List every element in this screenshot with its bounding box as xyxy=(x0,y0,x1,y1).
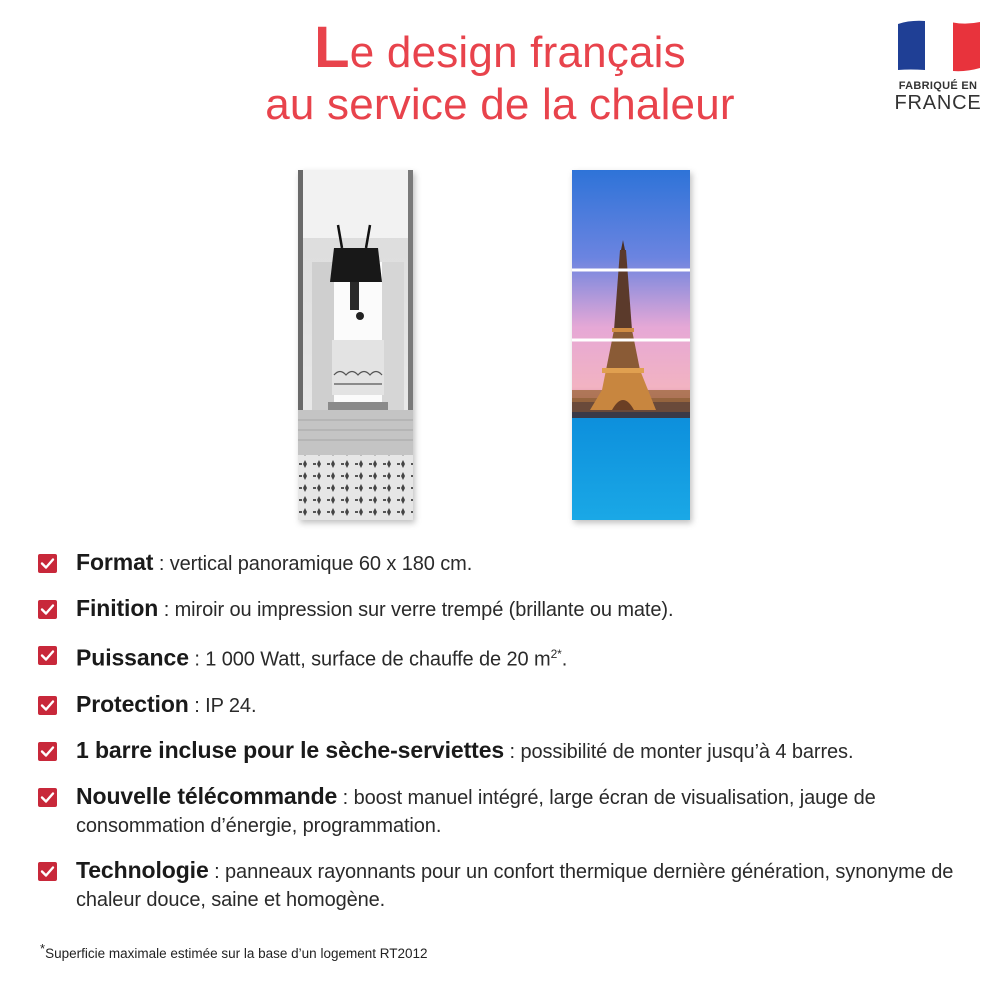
feature-label: Puissance xyxy=(76,644,189,671)
headline xyxy=(0,15,1000,131)
feature-item-protection xyxy=(38,690,988,720)
checkbox-checked-icon xyxy=(38,646,57,665)
feature-separator: : xyxy=(208,860,226,883)
feature-separator: : xyxy=(158,599,175,621)
feature-tail: . xyxy=(561,648,568,671)
checkbox-checked-icon xyxy=(38,862,57,881)
feature-item-remote xyxy=(38,782,988,840)
feature-text: panneaux rayonnants pour un confort thermique dernière génération, synonyme de chaleur douce, saine et homogène. xyxy=(76,860,954,911)
badge-small-text: FABRIQUÉ EN xyxy=(898,80,978,92)
feature-label: Nouvelle télécommande xyxy=(76,782,338,809)
feature-label: 1 barre incluse pour le sèche-serviettes xyxy=(76,736,505,763)
feature-text: possibilité de monter jusqu’à 4 barres. xyxy=(520,740,854,763)
footnote xyxy=(40,941,428,961)
feature-text: miroir ou impression sur verre trempé (brillante ou mate). xyxy=(174,599,674,621)
checkbox-checked-icon xyxy=(38,554,57,573)
feature-separator: : xyxy=(153,553,170,575)
footnote-asterisk: * xyxy=(40,941,46,956)
feature-text: 1 000 Watt, surface de chauffe de 20 m xyxy=(205,648,551,671)
eiffel-tower-photo-panel xyxy=(572,170,690,520)
headline-line-2: au service de la chaleur xyxy=(265,80,735,129)
checkbox-checked-icon xyxy=(38,600,57,619)
badge-large-text: FRANCE xyxy=(894,92,982,114)
checkbox-checked-icon xyxy=(38,742,57,761)
france-flag-icon xyxy=(896,18,982,74)
checkbox-checked-icon xyxy=(38,788,57,807)
headline-line-1-rest: e design français xyxy=(349,28,686,77)
footnote-text: Superficie maximale estimée sur la base d’un logement RT2012 xyxy=(45,946,428,961)
feature-text: vertical panoramique 60 x 180 cm. xyxy=(169,553,473,575)
feature-item-finition xyxy=(38,594,988,624)
feature-separator: : xyxy=(188,648,206,671)
black-and-white-interior-photo-panel xyxy=(298,170,413,520)
feature-label: Technologie xyxy=(76,856,209,883)
headline-initial: L xyxy=(314,15,350,80)
feature-separator: : xyxy=(504,740,521,763)
feature-separator: : xyxy=(337,786,354,809)
feature-item-format xyxy=(38,548,988,578)
feature-label: Format xyxy=(76,549,154,575)
feature-text: IP 24. xyxy=(205,694,257,717)
feature-text: boost manuel intégré, large écran de visualisation, jauge de consommation d’énergie, programmation. xyxy=(76,786,876,837)
feature-item-technologie xyxy=(38,856,988,914)
feature-item-towel-bar xyxy=(38,736,988,766)
feature-superscript: 2* xyxy=(550,647,562,661)
feature-item-puissance xyxy=(38,640,988,674)
feature-label: Finition xyxy=(76,595,159,621)
headline-line-1 xyxy=(0,15,1000,80)
checkbox-checked-icon xyxy=(38,696,57,715)
feature-separator: : xyxy=(188,694,206,717)
made-in-france-badge xyxy=(893,18,983,115)
feature-label: Protection xyxy=(76,690,189,717)
feature-list xyxy=(38,548,988,930)
